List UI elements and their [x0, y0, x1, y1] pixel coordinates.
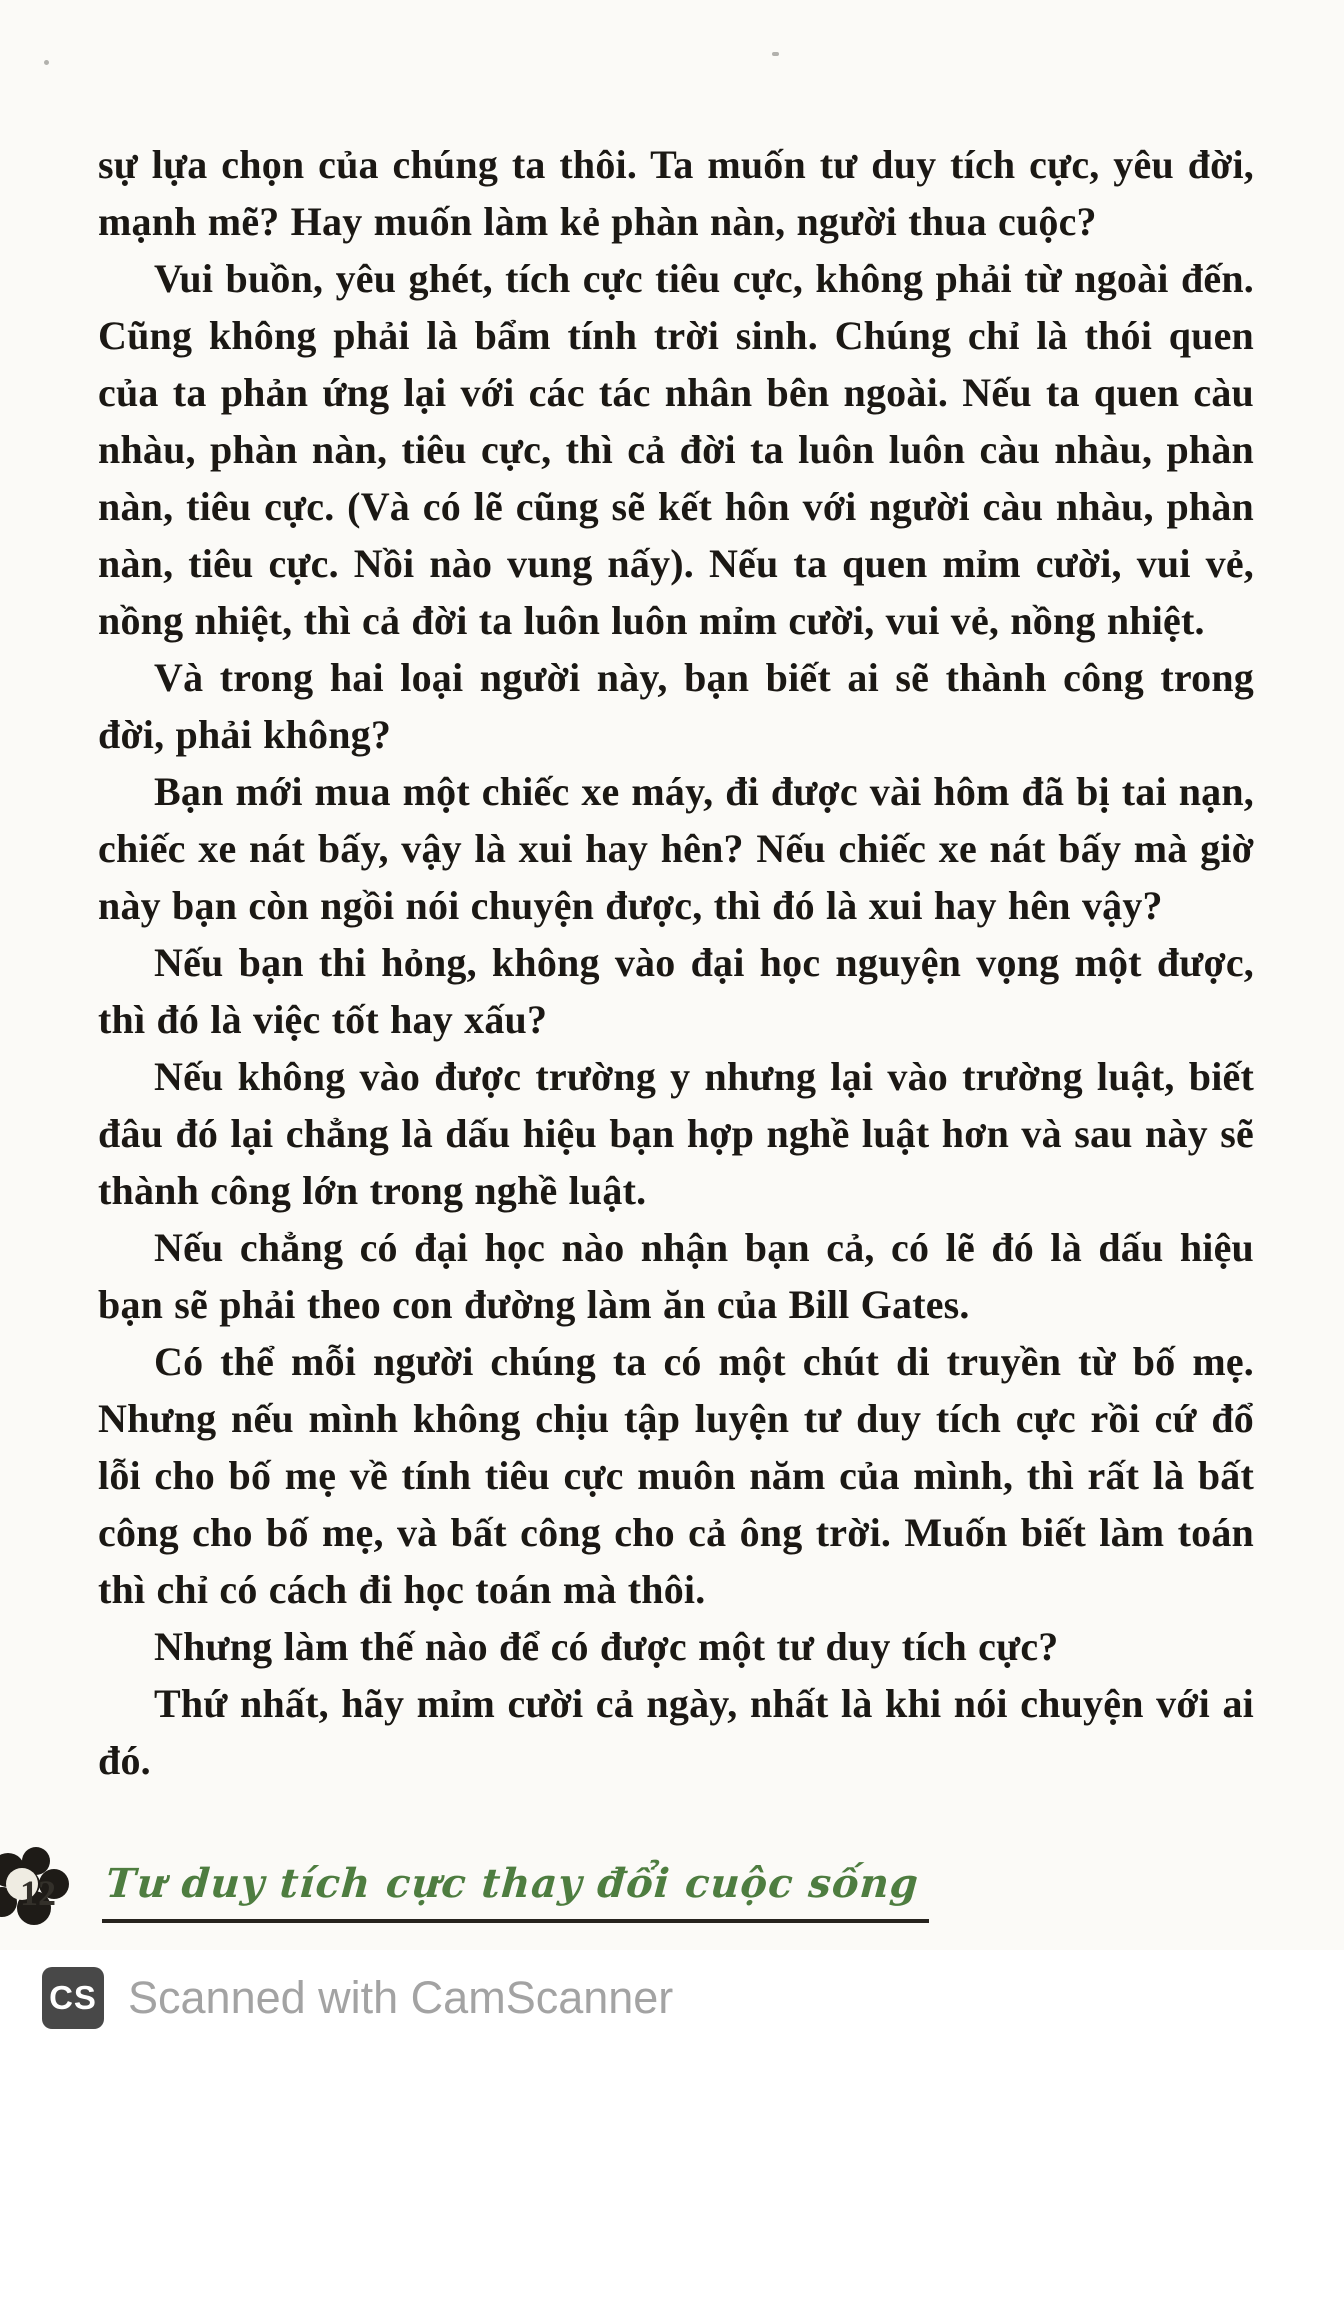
body-paragraph: Nhưng làm thế nào để có được một tư duy tích cực? — [154, 1624, 1059, 1669]
camscanner-logo-icon: CS — [42, 1967, 104, 2029]
body-paragraph: Và trong hai loại người này, bạn biết ai sẽ thành công trong đời, phải không? — [98, 655, 1254, 757]
camscanner-label: Scanned with CamScanner — [128, 1972, 674, 2023]
page-number: 12 — [20, 1873, 56, 1913]
camscanner-watermark-area — [0, 1950, 1344, 2304]
page-text-block — [98, 136, 1254, 1789]
book-title: Tư duy tích cực thay đổi cuộc sống — [104, 1860, 921, 1907]
scan-artifact-dot — [772, 52, 779, 56]
body-paragraph: Thứ nhất, hãy mỉm cười cả ngày, nhất là khi nói chuyện với ai đó. — [98, 1681, 1254, 1783]
camscanner-watermark-bar — [0, 1950, 1344, 2046]
body-paragraph: Nếu bạn thi hỏng, không vào đại học nguyện vọng một được, thì đó là việc tốt hay xấu? — [98, 940, 1254, 1042]
page-footer — [0, 1856, 1344, 1952]
scan-artifact-dot — [44, 60, 49, 65]
body-paragraph: Bạn mới mua một chiếc xe máy, đi được vài hôm đã bị tai nạn, chiếc xe nát bấy, vậy là xui hay hên? Nếu chiếc xe nát bấy mà giờ này bạn còn ngồi nói chuyện được, thì đó là xui hay hên vậy? — [98, 769, 1254, 928]
body-paragraph: Có thể mỗi người chúng ta có một chút di truyền từ bố mẹ. Nhưng nếu mình không chịu tập luyện tư duy tích cực rồi cứ đổ lỗi cho bố mẹ về tính tiêu cực muôn năm của mình, thì rất là bất công cho bố mẹ, và bất công cho cả ông trời. Muốn biết làm toán thì chỉ có cách đi học toán mà thôi. — [98, 1339, 1254, 1612]
body-paragraph: Nếu chẳng có đại học nào nhận bạn cả, có lẽ đó là dấu hiệu bạn sẽ phải theo con đường làm ăn của Bill Gates. — [98, 1225, 1254, 1327]
book-title-underline — [102, 1860, 929, 1923]
body-paragraph: Vui buồn, yêu ghét, tích cực tiêu cực, không phải từ ngoài đến. Cũng không phải là bẩm tính trời sinh. Chúng chỉ là thói quen của ta phản ứng lại với các tác nhân bên ngoài. Nếu ta quen càu nhàu, phàn nàn, tiêu cực, thì cả đời ta luôn luôn càu nhàu, phàn nàn, tiêu cực. (Và có lẽ cũng sẽ kết hôn với người càu nhàu, phàn nàn, tiêu cực. Nồi nào vung nấy). Nếu ta quen mỉm cười, vui vẻ, nồng nhiệt, thì cả đời ta luôn luôn mỉm cười, vui vẻ, nồng nhiệt. — [98, 256, 1254, 643]
body-paragraph: Nếu không vào được trường y nhưng lại vào trường luật, biết đâu đó lại chẳng là dấu hiệu bạn hợp nghề luật hơn và sau này sẽ thành công lớn trong nghề luật. — [98, 1054, 1254, 1213]
body-paragraph: sự lựa chọn của chúng ta thôi. Ta muốn tư duy tích cực, yêu đời, mạnh mẽ? Hay muốn làm kẻ phàn nàn, người thua cuộc? — [98, 142, 1254, 244]
